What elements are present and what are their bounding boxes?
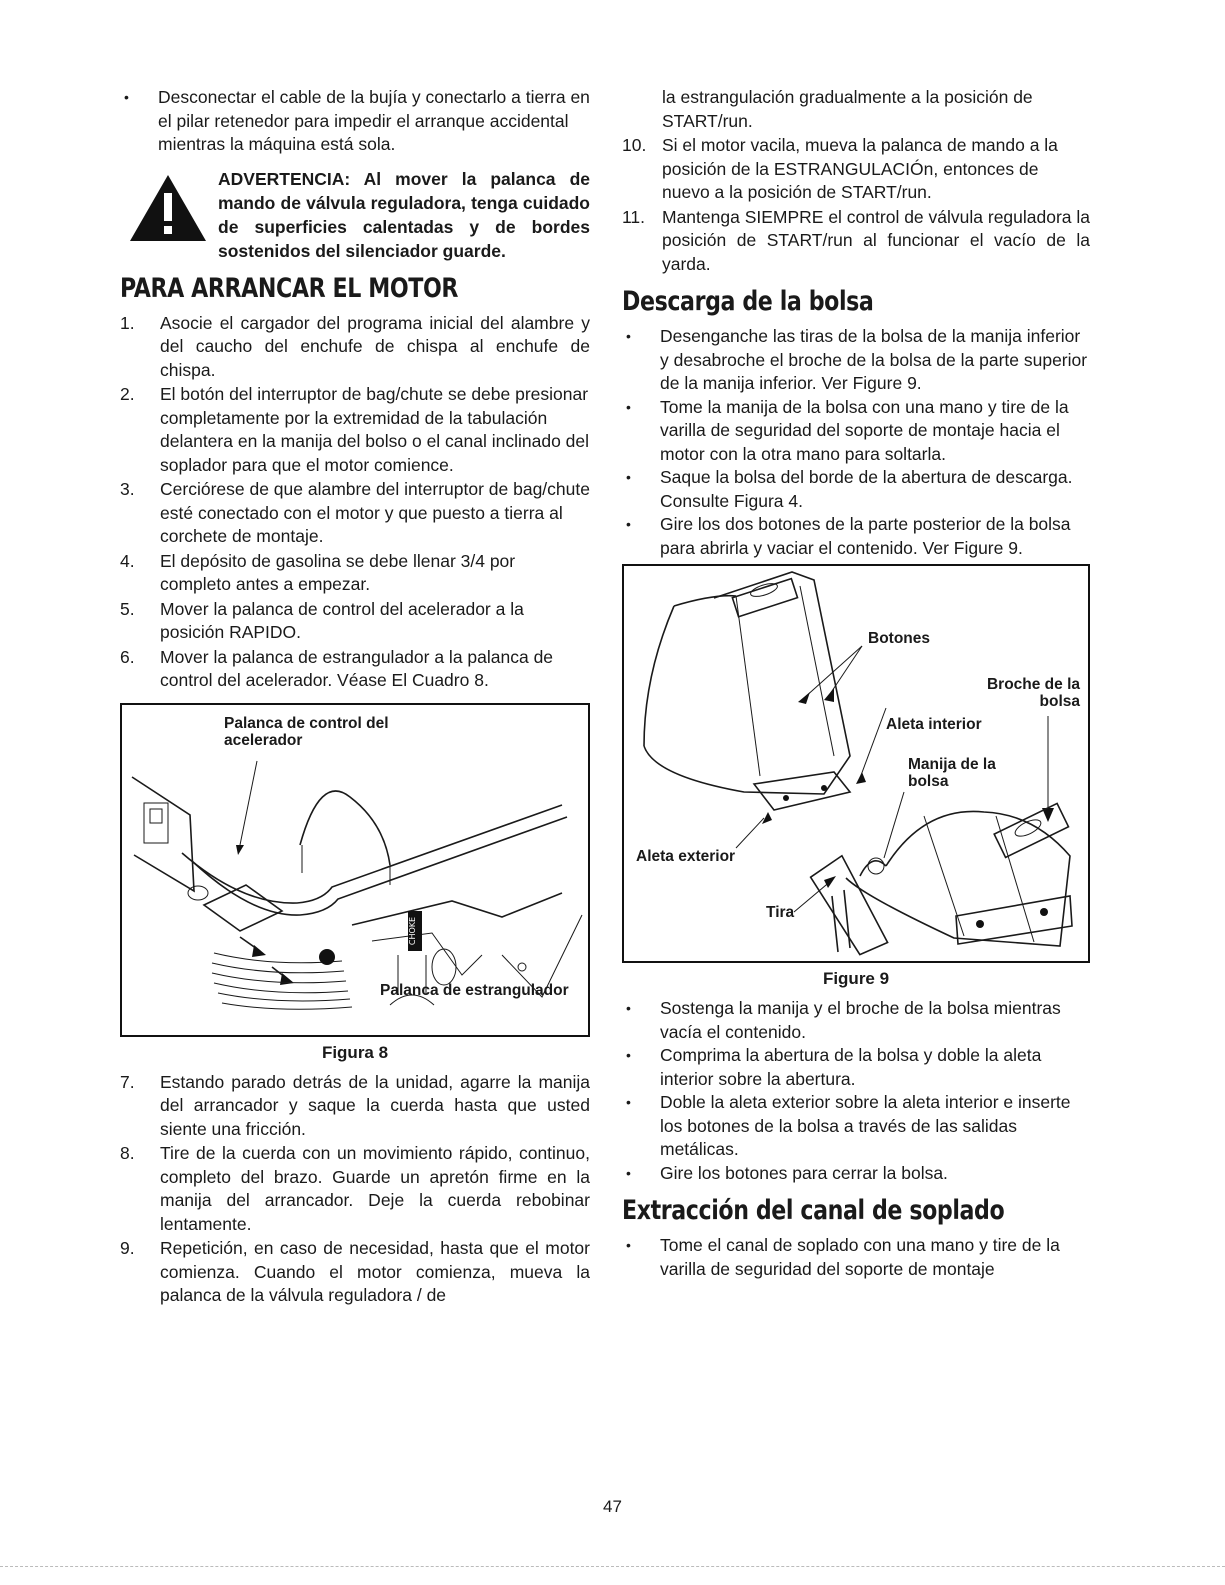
start-steps-list-continued xyxy=(120,1071,590,1308)
step-number: 9. xyxy=(120,1238,135,1258)
bag-bullet-list-continued xyxy=(622,997,1090,1185)
step-number: 1. xyxy=(120,312,135,333)
label-throttle-lever: Palanca de control del acelerador xyxy=(224,714,389,749)
warning-text: ADVERTENCIA: Al mover la palanca de mando de válvula reguladora, tenga cuidado de superficies calentadas y de bordes sostenidos del silenciador guarde. xyxy=(218,168,590,261)
list-item xyxy=(622,206,1090,277)
warning-block xyxy=(120,167,590,263)
section-heading-start-engine: PARA ARRANCAR EL MOTOR xyxy=(120,272,459,304)
step-text: Tire de la cuerda con un movimiento rápido, continuo, completo del brazo. Guarde un apretón firme en la manija del arrancador. Deje la cuerda rebobinar lentamente. xyxy=(160,1143,590,1234)
page-number: 47 xyxy=(603,1497,622,1516)
step-number: 6. xyxy=(120,646,135,667)
label-strap: Tira xyxy=(766,904,795,921)
list-item: • Saque la bolsa del borde de la abertura de descarga. Consulte Figura 4. xyxy=(622,466,1090,513)
bottom-divider xyxy=(0,1566,1225,1567)
step-text: Estando parado detrás de la unidad, agarre la manija del arrancador y saque la cuerda hasta que usted siente una fricción. xyxy=(160,1071,590,1139)
step-text: Mover la palanca de estrangulador a la palanca de control del acelerador. Véase El Cuadro 8. xyxy=(160,646,554,690)
warning-triangle-icon xyxy=(128,173,208,243)
list-item: • Gire los dos botones de la parte posterior de la bolsa para abrirla y vaciar el contenido. Ver Figure 9. xyxy=(622,513,1090,560)
step-text: El botón del interruptor de bag/chute se debe presionar completamente por la extremidad de la tabulación delantera en la manija del bolso o el canal inclinado del soplador para que el motor comience. xyxy=(160,384,590,475)
left-column xyxy=(120,86,590,1309)
grass-bag-illustration xyxy=(624,566,1088,957)
step-number: 4. xyxy=(120,550,135,571)
step-number: 8. xyxy=(120,1143,135,1163)
step-text: la estrangulación gradualmente a la posición de START/run. xyxy=(662,87,1033,131)
step-number: 3. xyxy=(120,479,135,499)
chute-bullet-list xyxy=(622,1234,1090,1281)
label-buttons: Botones xyxy=(868,630,930,647)
list-item: • Sostenga la manija y el broche de la bolsa mientras vacía el contenido. xyxy=(622,997,1090,1044)
start-steps-list-right xyxy=(622,86,1090,276)
list-item: • Gire los botones para cerrar la bolsa. xyxy=(622,1162,1090,1186)
list-item xyxy=(120,383,590,477)
list-item xyxy=(120,1142,590,1236)
bag-bullet-list xyxy=(622,325,1090,560)
step-number: 5. xyxy=(120,598,135,619)
step-text: Si el motor vacila, mueva la palanca de mando a la posición de la ESTRANGULACIÓn, entonces de nuevo a la posición de START/run. xyxy=(662,135,1058,202)
list-item xyxy=(120,598,590,645)
label-outer-flap: Aleta exterior xyxy=(636,848,736,865)
label-inner-flap: Aleta interior xyxy=(886,716,982,733)
list-item xyxy=(622,86,1090,133)
label-bag-clasp: Broche de la bolsa xyxy=(986,676,1080,710)
list-item xyxy=(120,550,590,597)
intro-bullet-list xyxy=(120,86,590,157)
list-item xyxy=(120,1237,590,1308)
step-text: Repetición, en caso de necesidad, hasta que el motor comienza. Cuando el motor comienza, mueva la palanca de la válvula reguladora / de xyxy=(160,1238,590,1305)
step-text: Cerciórese de que alambre del interruptor de bag/chute esté conectado con el motor y que puesto a tierra al corchete de montaje. xyxy=(160,479,590,546)
start-steps-list xyxy=(120,312,590,693)
list-item: • Tome la manija de la bolsa con una mano y tire de la varilla de seguridad del soporte de montaje hacia el motor con la otra mano para soltarla. xyxy=(622,396,1090,467)
list-item xyxy=(120,312,590,383)
step-text: Mantenga SIEMPRE el control de válvula reguladora la posición de START/run al funcionar el vacío de la yarda. xyxy=(662,206,1091,274)
list-item xyxy=(622,134,1090,205)
list-item xyxy=(120,1071,590,1142)
step-text: Mover la palanca de control del acelerador a la posición RAPIDO. xyxy=(160,598,524,642)
step-text: El depósito de gasolina se debe llenar 3/4 por completo antes a empezar. xyxy=(160,550,516,594)
figure-8 xyxy=(120,703,590,1037)
list-item: • Doble la aleta exterior sobre la aleta interior e inserte los botones de la bolsa a través de las salidas metálicas. xyxy=(622,1091,1090,1162)
figure-9-caption: Figure 9 xyxy=(822,969,890,988)
list-item: • Desconectar el cable de la bujía y conectarlo a tierra en el pilar retenedor para impedir el arranque accidental mientras la máquina está sola. xyxy=(120,86,590,157)
step-text: Asocie el cargador del programa inicial del alambre y del caucho del enchufe de chispa al enchufe de chispa. xyxy=(160,312,590,380)
section-heading-bag-discharge: Descarga de la bolsa xyxy=(622,286,874,317)
section-heading-chute-removal: Extracción del canal de soplado xyxy=(622,1195,1005,1226)
list-item xyxy=(120,646,590,693)
label-choke-lever: Palanca de estrangulador xyxy=(380,981,569,999)
label-bag-handle: Manija de la bolsa xyxy=(908,756,996,790)
step-number: 7. xyxy=(120,1071,135,1092)
step-number: 2. xyxy=(120,384,135,404)
figure-8-caption: Figura 8 xyxy=(321,1042,389,1062)
choke-sticker: CHOKE xyxy=(408,916,417,945)
list-item: • Desenganche las tiras de la bolsa de la manija inferior y desabroche el broche de la bolsa de la parte superior de la manija inferior. Ver Figure 9. xyxy=(622,325,1090,396)
list-item: • Comprima la abertura de la bolsa y doble la aleta interior sobre la abertura. xyxy=(622,1044,1090,1091)
figure-9 xyxy=(622,564,1090,963)
step-number: 11. xyxy=(622,206,646,227)
list-item: • Tome el canal de soplado con una mano y tire de la varilla de seguridad del soporte de montaje xyxy=(622,1234,1090,1281)
list-item xyxy=(120,478,590,549)
right-column xyxy=(622,86,1090,1281)
step-number: 10. xyxy=(622,135,647,155)
